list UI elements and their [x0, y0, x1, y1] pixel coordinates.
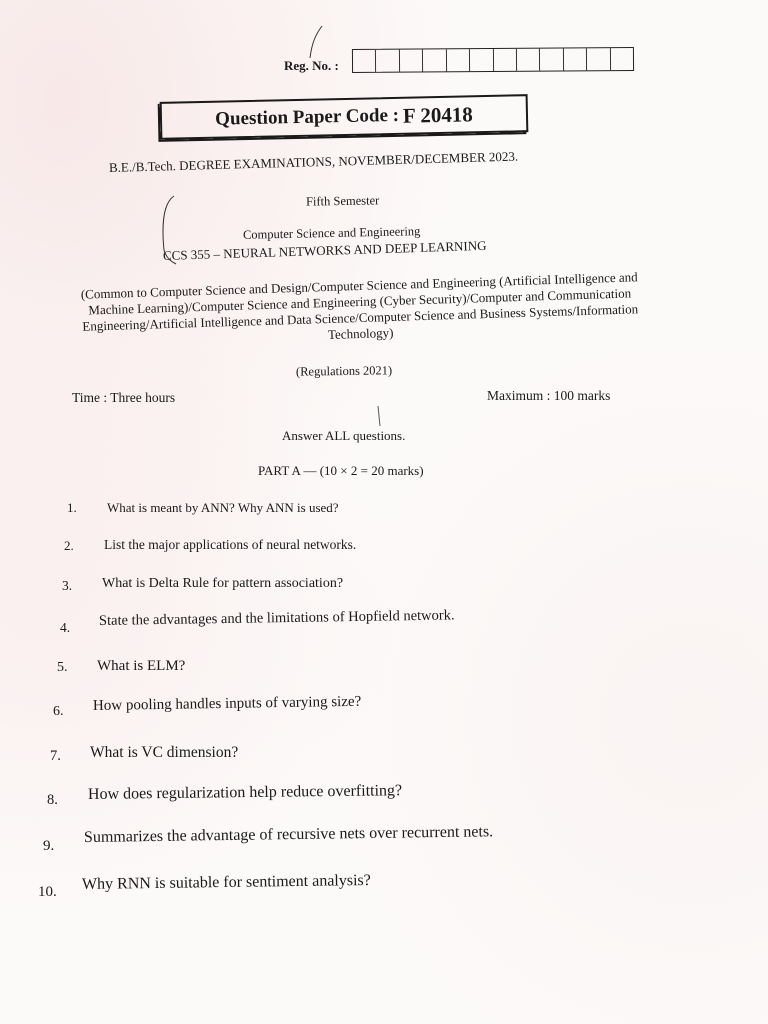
part-a-heading: PART A — (10 × 2 = 20 marks): [258, 463, 424, 478]
question-number: 6.: [53, 704, 64, 719]
reg-no-box: [376, 50, 400, 72]
reg-no-box: [493, 49, 517, 71]
maximum-marks: Maximum : 100 marks: [487, 388, 611, 403]
semester: Fifth Semester: [305, 193, 380, 209]
exam-title: B.E./B.Tech. DEGREE EXAMINATIONS, NOVEMBER/DECEMBER 2023.: [108, 148, 519, 175]
question-text: Why RNN is suitable for sentiment analysis?: [81, 871, 371, 893]
question-number: 10.: [38, 884, 57, 900]
department: Computer Science and Engineering: [242, 224, 421, 242]
question-number: 4.: [60, 620, 71, 635]
reg-no-box: [540, 49, 564, 71]
question-text: What is Delta Rule for pattern association?: [102, 576, 344, 591]
reg-no-box: [587, 48, 611, 70]
instruction: Answer ALL questions.: [282, 428, 406, 443]
reg-no-boxes: [352, 47, 634, 73]
time-duration: Time : Three hours: [72, 390, 176, 405]
question-number: 3.: [62, 578, 73, 593]
question-number: 2.: [64, 538, 74, 553]
pen-mark-top: [300, 22, 340, 62]
question-text: What is ELM?: [97, 658, 186, 674]
reg-no-box: [517, 49, 541, 71]
reg-no-box: [470, 49, 494, 71]
question-number: 8.: [47, 792, 58, 808]
reg-no-label: Reg. No. :: [284, 58, 339, 73]
reg-no-box: [447, 49, 471, 71]
question-text: How pooling handles inputs of varying size?: [92, 693, 362, 714]
question-number: 5.: [57, 660, 68, 675]
question-number: 1.: [67, 500, 77, 515]
reg-no-box: [353, 50, 377, 72]
question-number: 9.: [43, 838, 55, 854]
question-paper-code-box: [160, 94, 529, 140]
qpc-label: Question Paper Code :: [214, 104, 400, 130]
course-title: CCS 355 – NEURAL NETWORKS AND DEEP LEARNING: [162, 237, 487, 263]
question-text: What is VC dimension?: [90, 744, 239, 761]
common-to-note: (Common to Computer Science and Design/Computer Science and Engineering (Artificial Intelligence and Machine Learning)/Computer Science and Engineering (Cyber Security)/Computer and Communication Engineering/Artificial Intelligence and Data Science/Computer Science and Business Systems/Information Technology): [80, 269, 639, 343]
reg-no-box: [564, 48, 588, 70]
question-text: List the major applications of neural networks.: [104, 537, 357, 552]
regulations: (Regulations 2021): [295, 363, 393, 379]
reg-no-box: [400, 49, 424, 71]
question-text: What is meant by ANN? Why ANN is used?: [107, 500, 339, 515]
question-text: State the advantages and the limitations of Hopfield network.: [98, 607, 455, 629]
reg-no-box: [423, 49, 447, 71]
question-number: 7.: [50, 748, 61, 764]
question-text: How does regularization help reduce overfitting?: [87, 782, 403, 803]
reg-no-box: [611, 48, 634, 70]
question-text: Summarizes the advantage of recursive nets over recurrent nets.: [83, 823, 494, 846]
qpc-code: F 20418: [402, 101, 474, 128]
